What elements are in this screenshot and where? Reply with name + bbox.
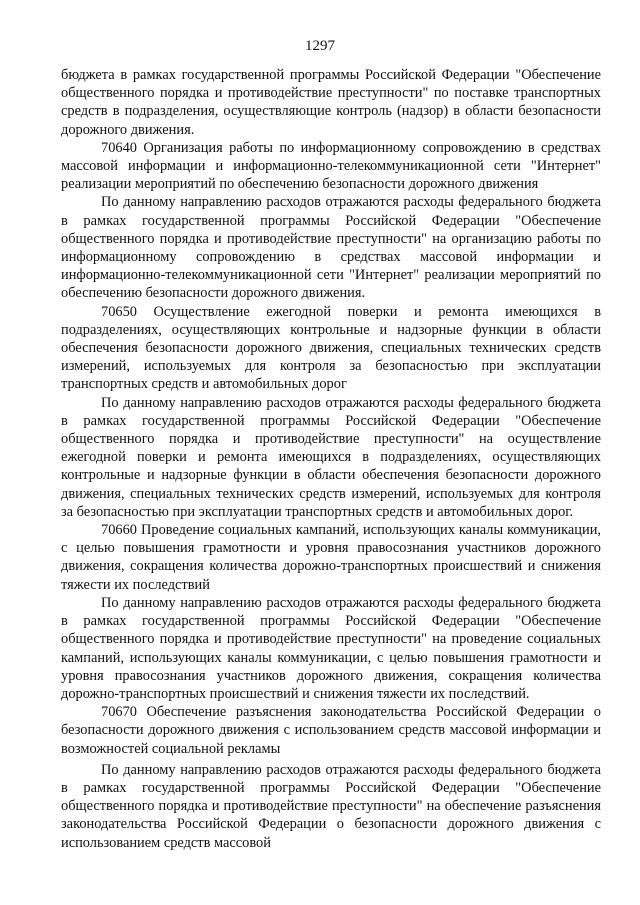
paragraph-description-70670: По данному направлению расходов отражаются расходы федерального бюджета в рамках государственной программы Российской Федерации "Обеспечение общественного порядка и противодействие преступности" на обеспечение разъяснения законодательства Российской Федерации о безопасности дорожного движения с использованием средств массовой [61, 761, 601, 851]
paragraph-description-70650: По данному направлению расходов отражаются расходы федерального бюджета в рамках государственной программы Российской Федерации "Обеспечение общественного порядка и противодействие преступности" на осуществление ежегодной поверки и ремонта имеющихся в подразделениях, осуществляющих контрольные и надзорные функции в области обеспечения безопасности дорожного движения, специальных технических средств измерений, используемых для контроля за безопасностью при эксплуатации транспортных средств и автомобильных дорог. [61, 394, 601, 520]
paragraph-heading-70670: 70670 Обеспечение разъяснения законодательства Российской Федерации о безопасности дорожного движения с использованием средств массовой информации и возможностей социальной рекламы [61, 704, 601, 757]
paragraph-description-70660: По данному направлению расходов отражаются расходы федерального бюджета в рамках государственной программы Российской Федерации "Обеспечение общественного порядка и противодействие преступности" на проведение социальных кампаний, использующих каналы коммуникации, с целью повышения грамотности и уровня правосознания участников дорожного движения, сокращения количества дорожно-транспортных происшествий и снижения тяжести их последствий. [61, 594, 601, 702]
paragraph-continuation: бюджета в рамках государственной программы Российской Федерации "Обеспечение общественного порядка и противодействие преступности" по поставке транспортных средств в подразделения, осуществляющие контроль (надзор) в области безопасности дорожного движения. [61, 67, 601, 138]
paragraph-description-70640: По данному направлению расходов отражаются расходы федерального бюджета в рамках государственной программы Российской Федерации "Обеспечение общественного порядка и противодействие преступности" на организацию работы по информационному сопровождению в средствах массовой информации и информационно-телекоммуникационной сети "Интернет" реализации мероприятий по обеспечению безопасности дорожного движения. [61, 194, 601, 302]
paragraph-heading-70650: 70650 Осуществление ежегодной поверки и ремонта имеющихся в подразделениях, осуществляющих контрольные и надзорные функции в области обеспечения безопасности дорожного движения, специальных технических средств измерений, используемых для контроля за безопасностью при эксплуатации транспортных средств и автомобильных дорог [61, 303, 601, 393]
paragraph-heading-70660: 70660 Проведение социальных кампаний, использующих каналы коммуникации, с целью повышения грамотности и уровня правосознания участников дорожного движения, сокращения количества дорожно-транспортных происшествий и снижения тяжести их последствий [61, 522, 601, 593]
paragraph-heading-70640: 70640 Организация работы по информационному сопровождению в средствах массовой информации и информационно-телекоммуникационной сети "Интернет" реализации мероприятий по обеспечению безопасности дорожного движения [61, 139, 601, 193]
document-body [61, 66, 601, 852]
page-number: 1297 [305, 38, 335, 54]
